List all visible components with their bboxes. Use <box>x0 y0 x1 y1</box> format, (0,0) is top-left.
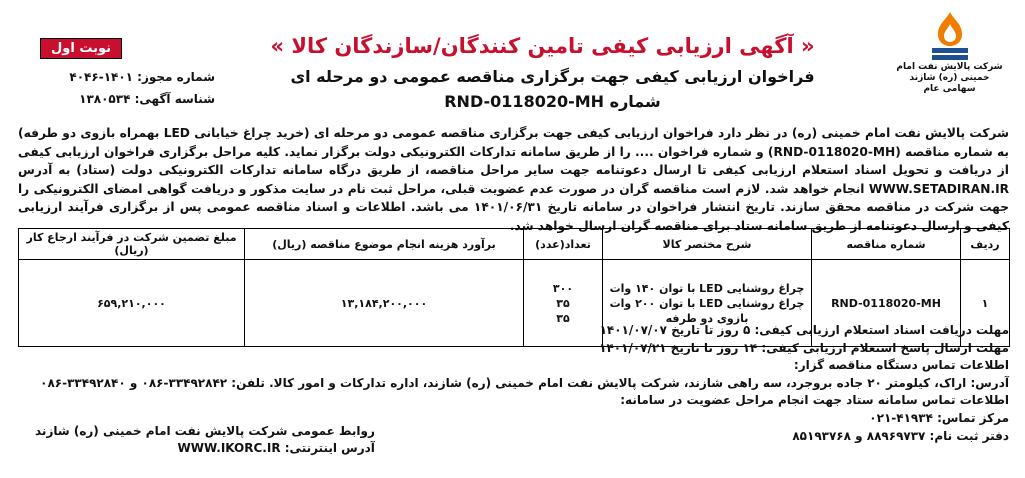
response-deadline: مهلت ارسال پاسخ استعلام ارزیابی کیفی: ۱۴ روز تا تاریخ ۱۴۰۱/۰۷/۲۱ <box>599 340 1009 355</box>
contact-center: مرکز تماس: ۴۱۹۳۴-۰۲۱ <box>869 410 1009 425</box>
col-description: شرح مختصر کالا <box>603 229 812 260</box>
quantity-value: ۳۵ <box>556 296 570 310</box>
registry-office: دفتر ثبت نام: ۸۸۹۶۹۷۳۷ و ۸۵۱۹۳۷۶۸ <box>792 428 1009 443</box>
item-line: چراغ روشنایی LED با توان ۱۴۰ وات <box>609 281 805 295</box>
public-relations: روابط عمومی شرکت پالایش نفت امام خمینی (ره) شازند <box>35 424 375 438</box>
table-header-row <box>19 229 1010 260</box>
cell-tender-no: RND-0118020-MH <box>812 260 961 347</box>
company-name: شرکت پالایش نفت امام خمینی (ره) شازند <box>896 62 1003 83</box>
page-subtitle: فراخوان ارزیابی کیفی جهت برگزاری مناقصه عمومی دو مرحله ای <box>290 67 815 86</box>
item-line: بازوی دو طرفه <box>665 311 749 325</box>
round-badge: نوبت اول <box>40 38 122 59</box>
contact-title: اطلاعات تماس دستگاه مناقصه گزار: <box>793 358 1009 373</box>
ad-id: شناسه آگهی: ۱۳۸۰۵۳۴ <box>79 92 215 106</box>
page-title: « آگهی ارزیابی کیفی تامین کنندگان/سازندگان کالا » <box>270 34 815 58</box>
footer <box>35 423 375 457</box>
website-link[interactable]: WWW.IKORC.IR <box>177 441 281 455</box>
announcement-paragraph: شرکت پالایش نفت امام خمینی (ره) در نظر دارد فراخوان ارزیابی کیفی جهت برگزاری مناقصه عمومی دو مرحله ای (خرید چراغ خیابانی LED بهمراه بازوی دو طرفه) به شماره مناقصه (RND-0118020-MH) و شماره فراخوان .... را از طریق سامانه تدارکات الکترونیکی دولت برگزار نماید. کلیه مراحل برگزاری فراخوان ارزیابی کیفی از دریافت و تحویل اسناد استعلام ارزیابی کیفی تا ارسال دعوتنامه جهت سایر مراحل مناقصه، از طریق درگاه سامانه تدارکات الکترونیکی دولت (ستاد) به آدرس WWW.SETADIRAN.IR انجام خواهد شد. لازم است مناقصه گران در صورت عدم عضویت قبلی، مراحل ثبت نام در سایت مذکور و دریافت گواهی امضای الکترونیکی را جهت شرکت در مناقصه محقق سازند. تاریخ انتشار فراخوان در سامانه تاریخ ۱۴۰۱/۰۶/۳۱ می باشد. اطلاعات و اسناد مناقصه عمومی پس از برگزاری فرآیند ارزیابی کیفی و ارسال دعوتنامه از طریق سامانه ستاد برای مناقصه گران ارسال خواهد شد. <box>18 126 1010 233</box>
col-row: ردیف <box>961 229 1010 260</box>
setad-contact-title: اطلاعات تماس سامانه ستاد جهت انجام مراحل عضویت در سامانه: <box>620 393 1009 408</box>
flame-logo-icon <box>924 10 976 62</box>
docs-deadline: مهلت دریافت اسناد استعلام ارزیابی کیفی: ۵ روز تا تاریخ ۱۴۰۱/۰۷/۰۷ <box>599 323 1009 337</box>
quantity-value: ۳۵ <box>556 311 570 325</box>
cell-estimate: ۱۳,۱۸۴,۲۰۰,۰۰۰ <box>245 260 524 347</box>
col-quantity: تعداد(عدد) <box>524 229 603 260</box>
col-tender-no: شماره مناقصه <box>812 229 961 260</box>
cell-row: ۱ <box>961 260 1010 347</box>
website-label: آدرس اینترنتی: <box>284 441 375 455</box>
permit-number: شماره مجوز: ۱۴۰۱-۴۰۴۶ <box>69 70 215 84</box>
company-type: سهامی عام <box>923 84 976 94</box>
col-estimate: برآورد هزینه انجام موضوع مناقصه (ریال) <box>245 229 524 260</box>
col-guarantee: مبلغ تضمین شرکت در فرآیند ارجاع کار (ریال) <box>19 229 245 260</box>
tender-number-heading: شماره RND-0118020-MH <box>444 92 661 111</box>
address: آدرس: اراک، کیلومتر ۲۰ جاده بروجرد، سه راهی شازند، شرکت پالایش نفت امام خمینی (ره) شازند، اداره تدارکات و امور کالا. تلفن: ۳۳۴۹۲۸۴۲-۰۸۶ و ۳۳۴۹۲۸۴۰-۰۸۶ <box>40 375 1009 390</box>
website-line <box>35 440 375 457</box>
quantity-value: ۳۰۰ <box>552 281 574 295</box>
cell-guarantee: ۶۵۹,۲۱۰,۰۰۰ <box>19 260 245 347</box>
item-line: چراغ روشنایی LED با توان ۲۰۰ وات <box>609 296 805 310</box>
company-logo <box>892 10 1007 95</box>
ad-meta <box>35 66 215 110</box>
